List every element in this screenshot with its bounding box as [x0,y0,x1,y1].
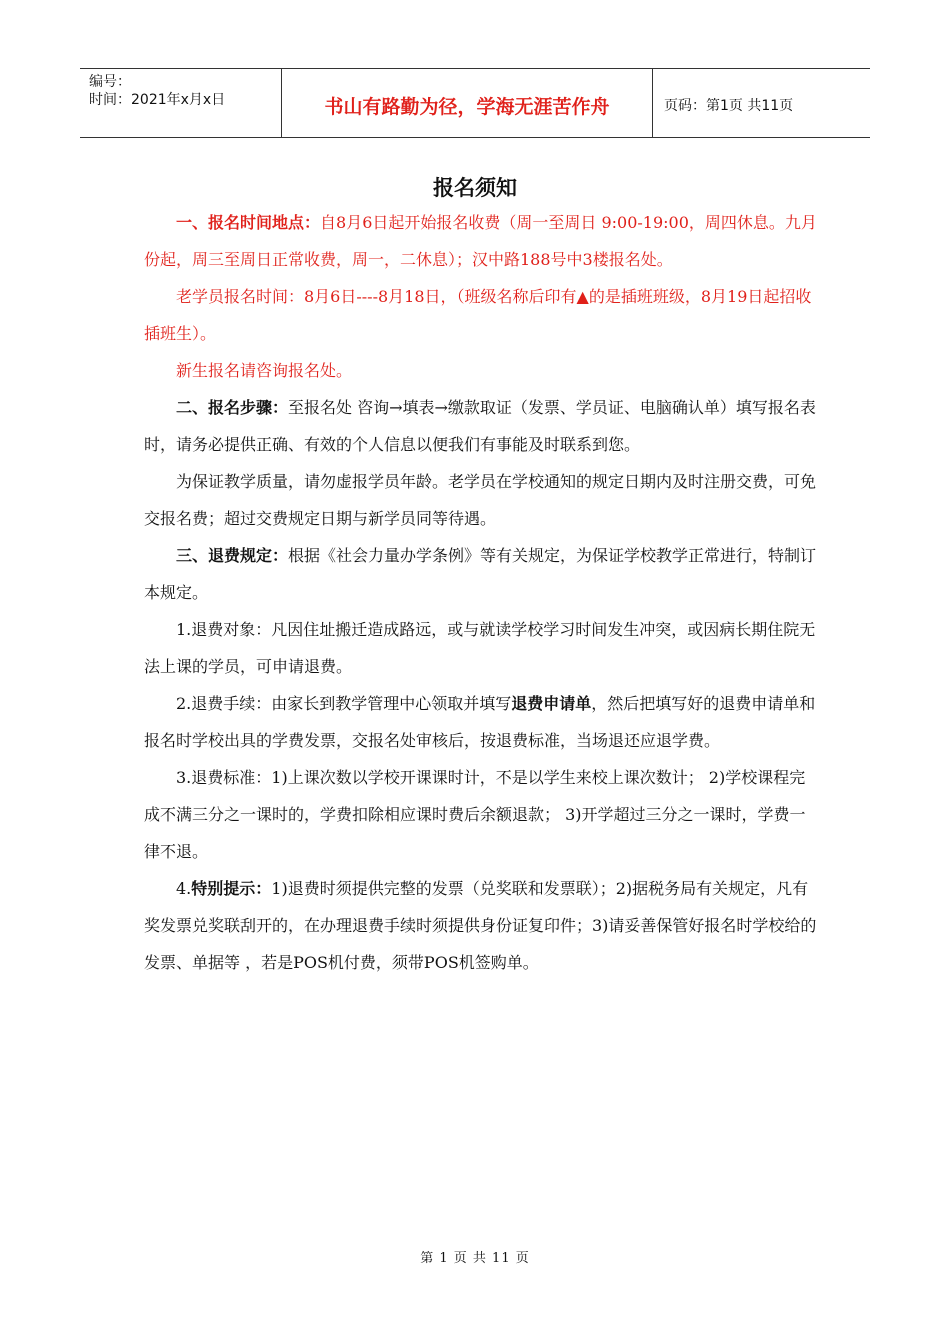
section-2-heading: 二、报名步骤： [176,398,289,417]
special-notice-heading: 特别提示： [191,879,272,898]
old-students-paragraph: 老学员报名时间：8月6日----8月18日，（班级名称后印有▲的是插班班级，8月19日起招收插班生）。 [144,287,812,343]
new-students-paragraph: 新生报名请咨询报名处。 [176,361,353,380]
section-1-paragraph [144,204,820,278]
refund-item-2-pre: 2.退费手续：由家长到教学管理中心领取并填写 [176,694,512,713]
header-meta [80,69,281,137]
refund-item-3: 3.退费标准：1)上课次数以学校开课课时计，不是以学生来校上课次数计； 2)学校课程完成不满三分之一课时的，学费扣除相应课时费后余额退款； 3)开学超过三分之一课时，学费一律不退。 [144,768,806,861]
refund-item-4 [144,870,820,981]
refund-item-1: 1.退费对象：凡因住址搬迁造成路远，或与就读学校学习时间发生冲突，或因病长期住院无法上课的学员，可申请退费。 [144,620,816,676]
section-2-paragraph [144,389,820,463]
section-3-heading: 三、退费规定： [176,546,289,565]
document-body [144,204,820,981]
refund-item-4-text: 1)退费时须提供完整的发票（兑奖联和发票联）；2)据税务局有关规定，凡有奖发票兑奖联刮开的，在办理退费手续时须提供身份证复印件；3)请妥善保管好报名时学校给的发票、单据等 ，若是POS机付费，须带POS机签购单。 [144,879,817,972]
section-1-text: 自8月6日起开始报名收费（周一至周日 9:00-19:00，周四休息。九月份起，周三至周日正常收费，周一，二休息）；汉中路188号中3楼报名处。 [144,213,817,269]
header-motto: 书山有路勤为径，学海无涯苦作舟 [281,69,653,137]
section-1-heading: 一、报名时间地点： [176,213,321,232]
refund-form-name: 退费申请单 [511,694,592,713]
page-title: 报名须知 [433,176,517,200]
header-page-info: 页码：第1页 共11页 [664,98,794,114]
page-footer: 第 1 页 共 11 页 [420,1251,530,1266]
number-label: 编号： [89,74,131,90]
refund-item-2 [144,685,820,759]
refund-item-2-post: ，然后把填写好的退费申请单和报名时学校出具的学费发票，交报名处审核后，按退费标准，当场退还应退学费。 [144,694,816,750]
document-header [80,68,870,138]
date-line: 时间：2021年x月x日 [89,92,226,108]
section-2-text: 至报名处 咨询→填表→缴款取证（发票、学员证、电脑确认单）填写报名表时，请务必提供正确、有效的个人信息以便我们有事能及时联系到您。 [144,398,816,454]
section-3-text: 根据《社会力量办学条例》等有关规定，为保证学校教学正常进行，特制订本规定。 [144,546,817,602]
refund-item-4-num: 4. [176,879,192,898]
section-3-paragraph [144,537,820,611]
section-2-note: 为保证教学质量，请勿虚报学员年龄。老学员在学校通知的规定日期内及时注册交费，可免交报名费；超过交费规定日期与新学员同等待遇。 [144,472,817,528]
